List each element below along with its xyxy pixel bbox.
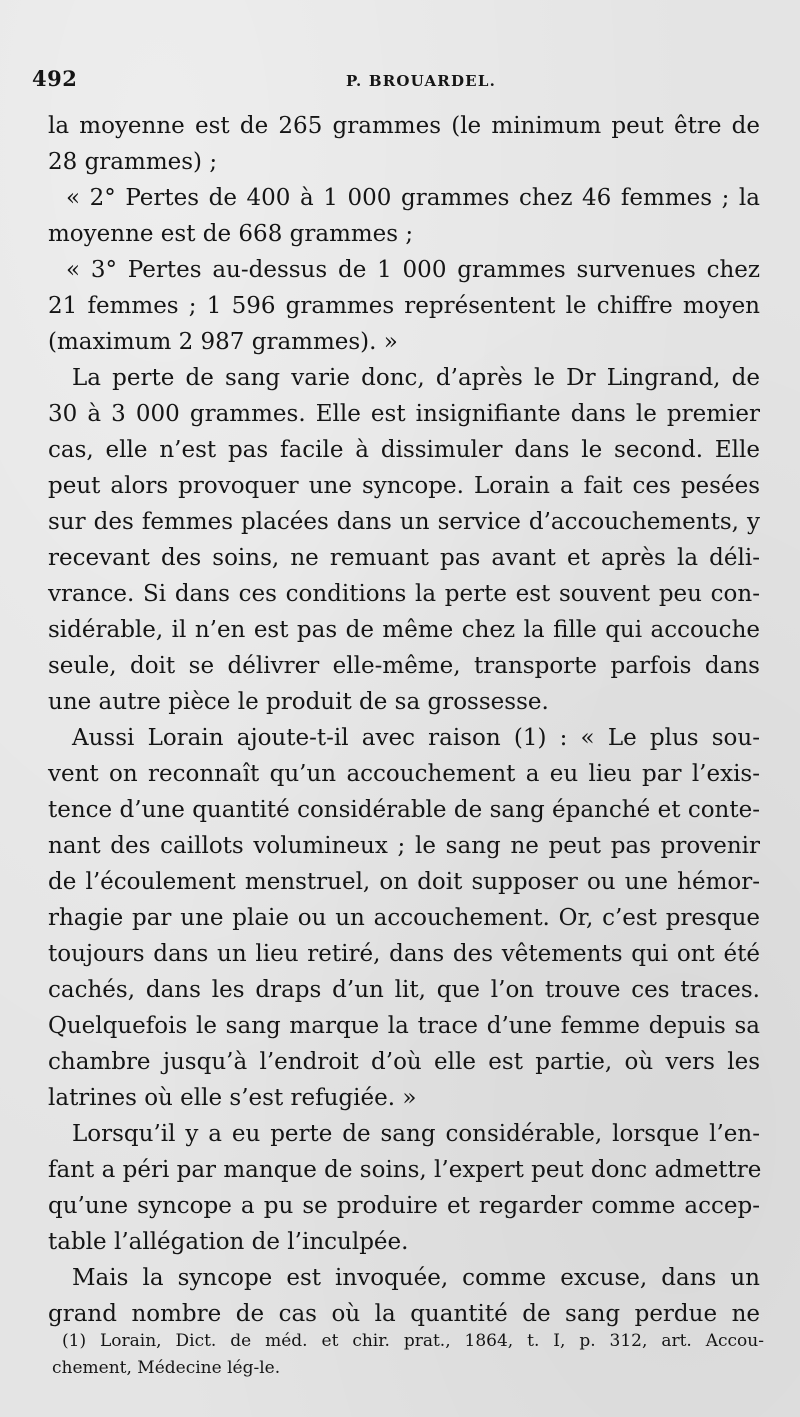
text-line: de l’écoulement menstruel, on doit supposer ou une hémor- xyxy=(48,869,760,895)
text-line: recevant des soins, ne remuant pas avant et après la déli- xyxy=(48,545,760,571)
text-line: chambre jusqu’à l’endroit d’où elle est partie, où vers les xyxy=(48,1049,760,1075)
text-line: peut alors provoquer une syncope. Lorain a fait ces pesées xyxy=(48,473,760,499)
text-line: Lorsqu’il y a eu perte de sang considérable, lorsque l’en- xyxy=(72,1121,760,1147)
footnotes xyxy=(52,1328,764,1382)
text-line: toujours dans un lieu retiré, dans des vêtements qui ont été xyxy=(48,941,760,967)
text-line: moyenne est de 668 grammes ; xyxy=(48,221,414,247)
page-header xyxy=(32,66,762,106)
text-line: vent on reconnaît qu’un accouchement a eu lieu par l’exis- xyxy=(48,761,760,787)
text-line: tence d’une quantité considérable de sang épanché et conte- xyxy=(48,797,760,823)
text-line: cas, elle n’est pas facile à dissimuler dans le second. Elle xyxy=(48,437,760,463)
text-line: latrines où elle s’est refugiée. » xyxy=(48,1085,417,1111)
text-line: Mais la syncope est invoquée, comme excuse, dans un xyxy=(72,1265,760,1291)
text-line: « 3° Pertes au-dessus de 1 000 grammes survenues chez xyxy=(66,257,760,283)
body-text xyxy=(48,108,760,1332)
text-line: sidérable, il n’en est pas de même chez la fille qui accouche xyxy=(48,617,760,643)
text-line: « 2° Pertes de 400 à 1 000 grammes chez 46 femmes ; la xyxy=(66,185,760,211)
text-line: 21 femmes ; 1 596 grammes représentent le chiffre moyen xyxy=(48,293,760,319)
text-line: nant des caillots volumineux ; le sang ne peut pas provenir xyxy=(48,833,760,859)
text-line: La perte de sang varie donc, d’après le Dr Lingrand, de xyxy=(72,365,760,391)
footnote-line: chement, Médecine lég-le. xyxy=(52,1358,281,1378)
text-line: une autre pièce le produit de sa grossesse. xyxy=(48,689,549,715)
text-line: Quelquefois le sang marque la trace d’une femme depuis sa xyxy=(48,1013,760,1039)
text-line: cachés, dans les draps d’un lit, que l’on trouve ces traces. xyxy=(48,977,760,1003)
text-line: seule, doit se délivrer elle-même, transporte parfois dans xyxy=(48,653,760,679)
text-line: 28 grammes) ; xyxy=(48,149,218,175)
text-line: sur des femmes placées dans un service d’accouchements, y xyxy=(48,509,760,535)
text-line: vrance. Si dans ces conditions la perte est souvent peu con- xyxy=(48,581,760,607)
running-head: P. BROUARDEL. xyxy=(346,72,496,90)
page-number: 492 xyxy=(32,66,78,91)
text-line: (maximum 2 987 grammes). » xyxy=(48,329,398,355)
text-line: fant a péri par manque de soins, l’expert peut donc admettre xyxy=(48,1157,762,1183)
text-line: la moyenne est de 265 grammes (le minimum peut être de xyxy=(48,113,760,139)
text-line: qu’une syncope a pu se produire et regarder comme accep- xyxy=(48,1193,760,1219)
text-line: rhagie par une plaie ou un accouchement. Or, c’est presque xyxy=(48,905,760,931)
text-line: grand nombre de cas où la quantité de sang perdue ne xyxy=(48,1301,760,1327)
text-line: Aussi Lorain ajoute-t-il avec raison (1) : « Le plus sou- xyxy=(72,725,760,751)
footnote-line: (1) Lorain, Dict. de méd. et chir. prat., 1864, t. I, p. 312, art. Accou- xyxy=(62,1331,764,1351)
text-line: 30 à 3 000 grammes. Elle est insignifiante dans le premier xyxy=(48,401,760,427)
text-line: table l’allégation de l’inculpée. xyxy=(48,1229,409,1255)
